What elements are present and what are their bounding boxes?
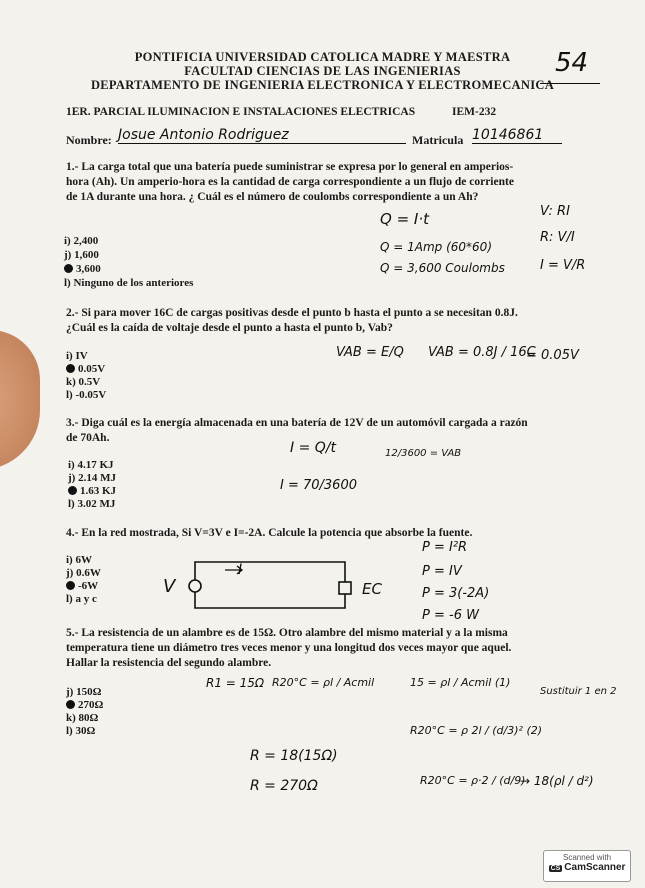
q3-option-j: j) 2.14 MJ [68,472,116,484]
q1-work-3: Q = 3,600 Coulombs [380,261,505,275]
q1-option-k: 3,600 [64,263,101,276]
grade-underline [540,83,600,84]
question-1-text: 1.- La carga total que una batería puede suministrar se expresa por lo general en amperios-hora (Ah). Un amperio-hora es la cantidad de carga correspondiente a un flujo de corriente de 1A durante una hora. ¿ Cuál es el número de coulombs correspondiente a un Ah? [66,161,514,203]
q1-work-1: Q = I·t [380,210,429,228]
student-id: 10146861 [472,127,562,144]
camscanner-badge [543,850,631,882]
q5-option-k: k) 80Ω [66,712,99,724]
selected-bullet-icon [66,364,75,373]
circuit-diagram [180,556,370,616]
q2-work-1: VAB = E/Q [336,345,404,360]
exam-title: 1ER. PARCIAL ILUMINACION E INSTALACIONES ELECTRICAS [66,106,416,118]
q4-option-k: -6W [66,580,98,593]
question-2-text: 2.- Si para mover 16C de cargas positivas desde el punto b hasta el punto a se necesitan 0.8J. ¿Cuál es la caída de voltaje desde el punto a hasta el punto b, Vab? [66,307,518,334]
q3-work-1: I = Q/t [290,440,336,456]
q2-option-l: l) -0.05V [66,389,107,401]
q1-work-4: V: RI [540,204,570,219]
q5-work-4: Sustituir 1 en 2 [540,686,617,697]
q5-work-1: R1 = 15Ω [206,676,265,690]
q5-option-l: l) 30Ω [66,725,96,737]
q4-work-2: P = IV [422,564,462,579]
q5-option-j: j) 150Ω [66,686,102,698]
q1-work-6: I = V/R [540,258,586,273]
q4-work-4: P = -6 W [422,608,479,623]
q5-work-5: R20°C = ρ 2l / (d/3)² (2) [410,724,543,737]
grade-mark: 54 [555,48,589,78]
q5-work-9: → 18(ρl / d²) [520,774,594,788]
circuit-current-label: I [238,562,243,578]
circuit-element-label: EC [362,580,382,598]
q4-option-j: j) 0.6W [66,567,101,579]
q5-work-8: R20°C = ρ·2 / (d/9) [420,774,526,787]
q3-option-l: l) 3.02 MJ [68,498,116,510]
q5-option-k-selected: 270Ω [66,699,103,712]
selected-bullet-icon [64,264,73,273]
q4-option-i: i) 6W [66,554,92,566]
q2-work-2: VAB = 0.8J / 16C [428,345,536,360]
q1-option-j: j) 1,600 [64,249,99,261]
id-label: Matricula [412,133,464,147]
department-name: DEPARTAMENTO DE INGENIERIA ELECTRONICA Y ELECTROMECANICA [90,78,555,92]
question-3-text: 3.- Diga cuál es la energía almacenada en una batería de 12V de un automóvil cargada a razón de 70Ah. [66,417,528,444]
university-name: PONTIFICIA UNIVERSIDAD CATOLICA MADRE Y MAESTRA [134,50,511,64]
q4-work-3: P = 3(-2A) [422,586,490,601]
selected-bullet-icon [66,581,75,590]
selected-bullet-icon [68,486,77,495]
exam-code: IEM-232 [452,106,497,118]
q1-option-l: l) Ninguno de los anteriores [64,277,194,289]
q2-option-j: 0.05V [66,363,105,376]
scanned-with-label: Scanned with [562,853,612,862]
camscanner-label: CS CamScanner [550,862,626,873]
student-name: Josue Antonio Rodriguez [118,127,406,144]
q3-option-k: 1.63 KJ [68,485,116,498]
q4-option-l: l) a y c [66,593,97,605]
q3-work-3: I = 70/3600 [280,478,357,493]
question-5-text: 5.- La resistencia de un alambre es de 15Ω. Otro alambre del mismo material y a la misma temperatura tiene un diámetro tres veces menor y una longitud dos veces mayor que aquel. Hallar la resistencia del segundo alambre. [66,627,512,669]
q5-work-6: R = 18(15Ω) [250,748,338,764]
q2-work-3: = 0.05V [526,348,579,363]
q3-work-2: 12/3600 = VAB [385,448,462,459]
q1-option-i: i) 2,400 [64,235,99,247]
camscanner-logo-icon: CS [550,865,561,872]
q5-work-3: 15 = ρl / Acmil (1) [410,676,511,689]
faculty-name: FACULTAD CIENCIAS DE LAS INGENIERIAS [184,64,461,78]
q1-work-5: R: V/I [540,230,575,245]
question-4-text: 4.- En la red mostrada, Si V=3V e I=-2A. Calcule la potencia que absorbe la fuente. [66,527,473,539]
q1-work-2: Q = 1Amp (60*60) [380,240,492,254]
q5-work-2: R20°C = ρl / Acmil [272,676,375,689]
q2-option-i: i) IV [66,350,88,362]
thumb-image [0,330,40,470]
q5-work-7: R = 270Ω [250,778,318,794]
selected-bullet-icon [66,700,75,709]
q2-option-k: k) 0.5V [66,376,101,388]
q4-work-1: P = I²R [422,540,468,555]
circuit-voltage-label: V [163,576,176,597]
q3-option-i: i) 4.17 KJ [68,459,114,471]
name-label: Nombre: [66,133,112,147]
